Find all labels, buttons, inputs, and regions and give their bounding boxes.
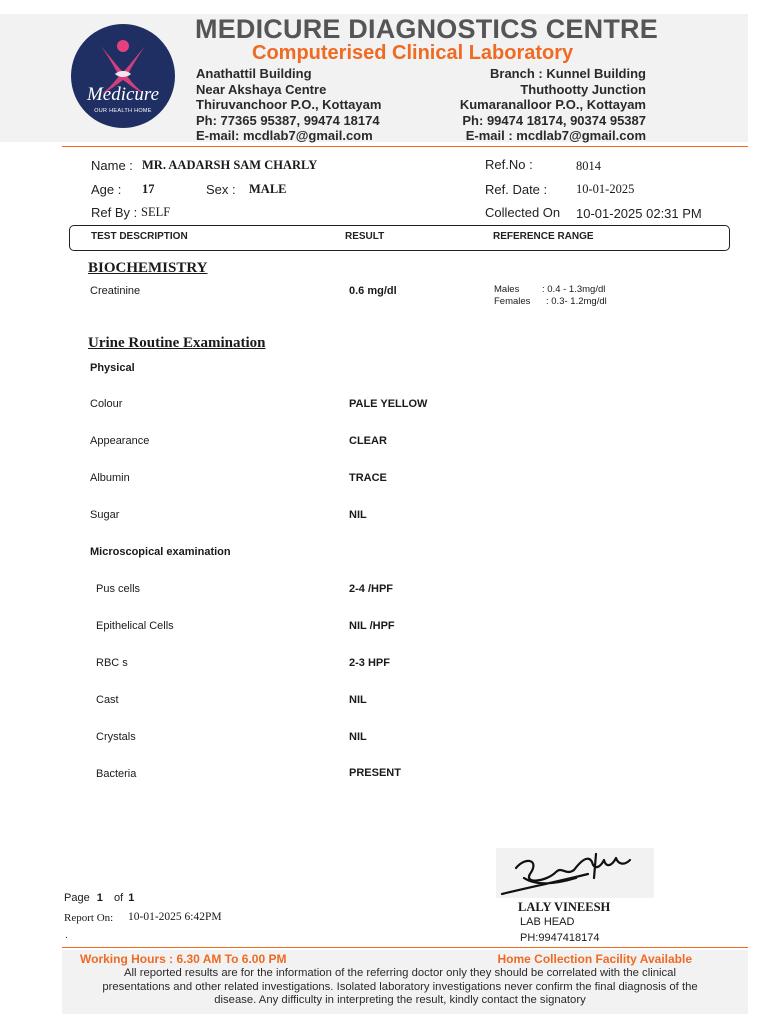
refby-label: Ref By : xyxy=(91,205,138,220)
address-line: Thuthootty Junction xyxy=(520,81,646,97)
referred-by: SELF xyxy=(141,205,171,219)
ref-number: 8014 xyxy=(576,159,601,173)
logo-wordmark: Medicure xyxy=(86,84,160,105)
patient-name: MR. AADARSH SAM CHARLY xyxy=(142,158,318,172)
address-line: Branch : Kunnel Building xyxy=(490,66,646,81)
age-label: Age : xyxy=(91,182,122,197)
stray-dot: . xyxy=(65,930,68,941)
patient-age: 17 xyxy=(142,182,155,196)
signature-image xyxy=(496,848,654,898)
test-epithelial-cells: Epithelical Cells xyxy=(96,620,174,632)
page-number: 1 xyxy=(96,892,103,904)
test-cast: Cast xyxy=(96,694,119,706)
test-creatinine: Creatinine xyxy=(90,285,141,297)
patient-sex: MALE xyxy=(249,182,287,196)
ref-range-females-label: Females xyxy=(494,296,531,307)
email-line: E-mail : mcdlab7@gmail.com xyxy=(465,128,646,143)
report-on: 10-01-2025 6:42PM xyxy=(128,911,222,923)
test-pus-cells: Pus cells xyxy=(96,583,141,595)
result-albumin: TRACE xyxy=(349,472,387,484)
result-pus-cells: 2-4 /HPF xyxy=(349,583,394,595)
ref-date: 10-01-2025 xyxy=(576,182,635,196)
signatory-name: LALY VINEESH xyxy=(518,900,611,914)
test-rbc: RBC s xyxy=(96,657,128,669)
page-indicator xyxy=(64,892,134,904)
subsection-physical: Physical xyxy=(90,362,135,374)
lab-subtitle: Computerised Clinical Laboratory xyxy=(252,42,574,64)
page-label: Page xyxy=(64,892,90,904)
col-result: RESULT xyxy=(345,231,385,242)
result-cast: NIL xyxy=(349,694,367,706)
col-test-description: TEST DESCRIPTION xyxy=(91,231,188,242)
home-collection-note: Home Collection Facility Available xyxy=(497,952,692,966)
medicure-logo xyxy=(71,24,175,128)
test-appearance: Appearance xyxy=(90,435,150,447)
signature-scribble-icon xyxy=(496,848,654,898)
test-albumin: Albumin xyxy=(90,472,130,484)
result-appearance: CLEAR xyxy=(349,435,387,447)
logo-tagline: OUR HEALTH HOME xyxy=(94,108,152,114)
phone-line: Ph: 77365 95387, 99474 18174 xyxy=(196,112,380,128)
test-colour: Colour xyxy=(90,398,123,410)
result-crystals: NIL xyxy=(349,731,367,743)
collected-on: 10-01-2025 02:31 PM xyxy=(576,206,702,221)
section-biochemistry: BIOCHEMISTRY xyxy=(88,260,208,276)
phone-line: Ph: 99474 18174, 90374 95387 xyxy=(462,112,646,128)
result-colour: PALE YELLOW xyxy=(349,398,428,410)
refno-label: Ref.No : xyxy=(485,157,533,172)
signatory-phone: PH:9947418174 xyxy=(520,932,600,944)
address-line: Anathattil Building xyxy=(196,66,312,81)
test-sugar: Sugar xyxy=(90,509,120,521)
second-branch-address xyxy=(460,66,646,144)
address-line: Thiruvanchoor P.O., Kottayam xyxy=(196,97,382,112)
result-creatinine: 0.6 mg/dl xyxy=(349,285,397,297)
page-total: 1 xyxy=(128,892,135,904)
header-divider xyxy=(62,146,748,147)
section-urine-routine: Urine Routine Examination xyxy=(88,335,266,351)
subsection-microscopical: Microscopical examination xyxy=(90,546,231,558)
refdate-label: Ref. Date : xyxy=(485,182,548,197)
lab-name: MEDICURE DIAGNOSTICS CENTRE xyxy=(195,14,658,44)
main-branch-address xyxy=(196,66,381,144)
ref-range-males: : 0.4 - 1.3mg/dl xyxy=(542,284,606,295)
disclaimer-text: All reported results are for the information of the referring doctor only they should be correlated with the clinical presentations and other related investigations. Isolated laboratory investigations never confirm the final diagnosis of the disease. Any difficulty in interpreting the result, kindly contact the signatory xyxy=(102,967,698,1006)
ref-range-females: : 0.3- 1.2mg/dl xyxy=(546,296,607,307)
result-rbc: 2-3 HPF xyxy=(349,657,390,669)
email-line: E-mail: mcdlab7@gmail.com xyxy=(196,128,373,143)
test-crystals: Crystals xyxy=(96,731,136,743)
report-label: Report On: xyxy=(64,912,114,924)
col-reference-range: REFERENCE RANGE xyxy=(493,231,594,242)
footer-divider xyxy=(62,947,748,948)
of-label: of xyxy=(113,892,124,904)
address-line: Near Akshaya Centre xyxy=(196,81,327,97)
address-line: Kumaranalloor P.O., Kottayam xyxy=(459,97,646,112)
name-label: Name : xyxy=(91,158,133,173)
ref-range-males-label: Males xyxy=(494,284,520,295)
signatory-role: LAB HEAD xyxy=(520,916,575,928)
result-bacteria: PRESENT xyxy=(349,767,401,779)
sex-label: Sex : xyxy=(206,182,236,197)
collected-label: Collected On xyxy=(485,205,561,220)
result-sugar: NIL xyxy=(349,509,367,521)
working-hours: Working Hours : 6.30 AM To 6.00 PM xyxy=(80,952,287,966)
test-bacteria: Bacteria xyxy=(96,768,137,780)
result-epithelial-cells: NIL /HPF xyxy=(349,620,395,632)
